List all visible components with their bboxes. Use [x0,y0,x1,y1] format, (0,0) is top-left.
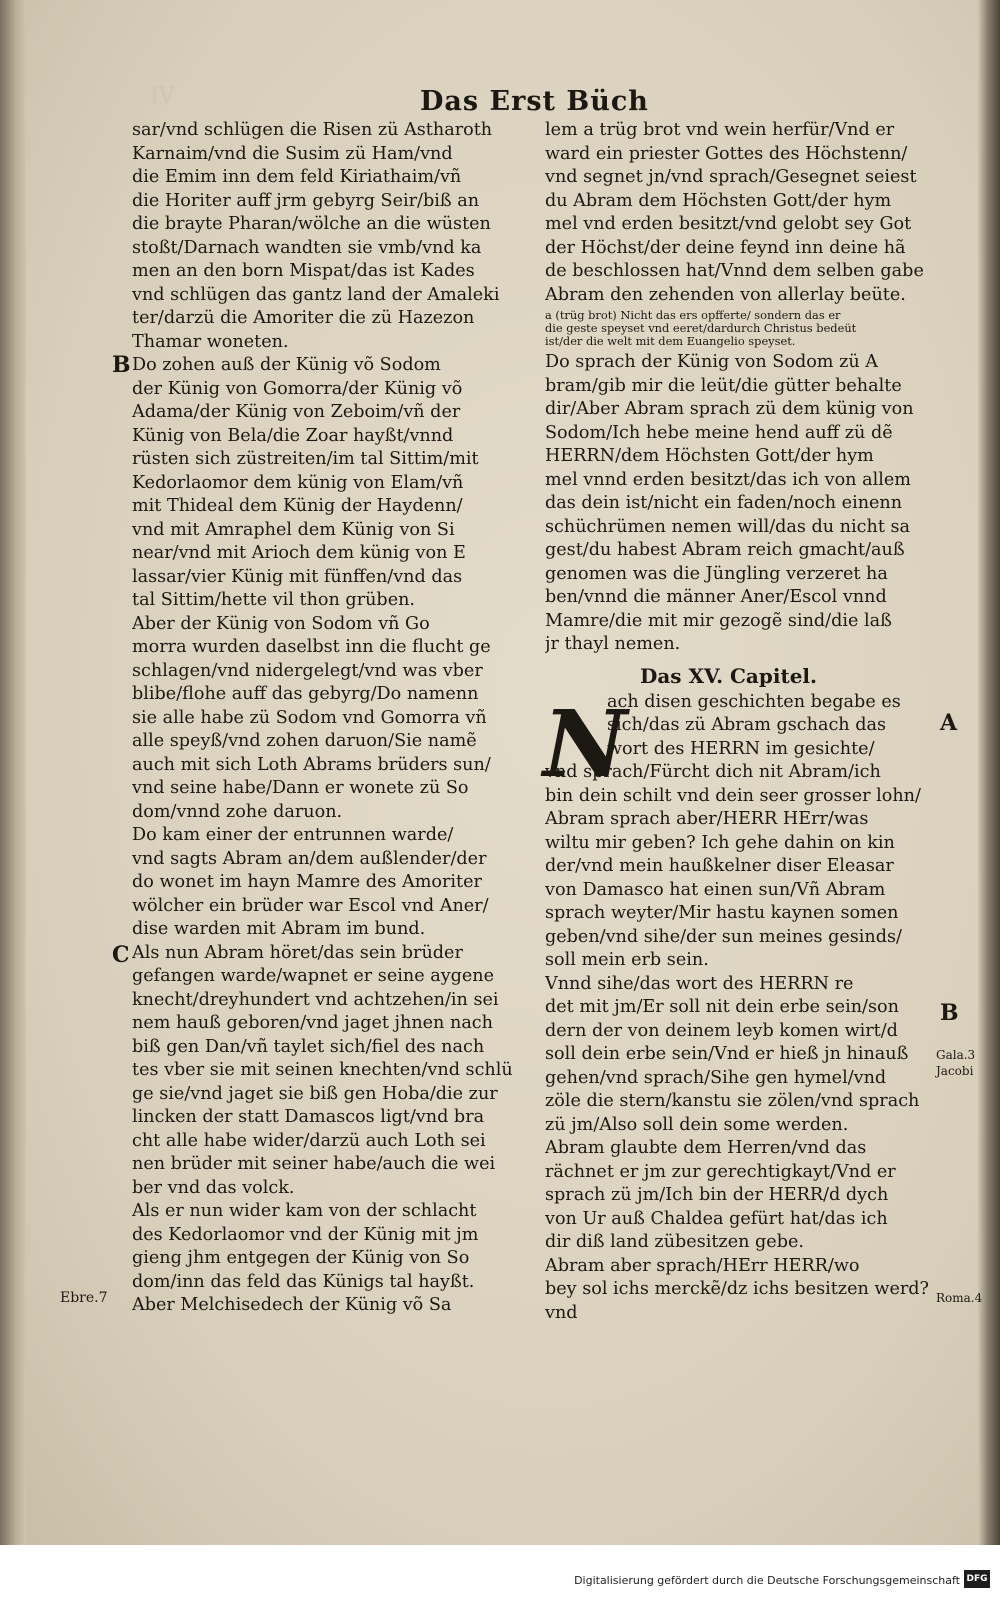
text-line: a (trüg brot) Nicht das ers opfferte/ sondern das er [545,309,841,322]
section-mark-b-right: B [940,1000,959,1026]
text-line: gehen/vnd sprach/Sihe gen hymel/vnd [545,1067,887,1088]
text-line: geben/vnd sihe/der sun meines gesinds/ [545,926,902,947]
text-line: der Höchst/der deine feynd inn deine hã [545,237,906,258]
book-spine [0,0,26,1545]
text-line: Mamre/die mit mir gezogẽ sind/die laß [545,610,892,631]
text-line: Abram den zehenden von allerlay beüte. [545,284,906,305]
text-line: wort des HERRN im gesichte/ [607,738,875,759]
text-line: Aber der Künig von Sodom vñ Go [132,613,430,634]
running-title: Das Erst Büch [420,86,649,117]
text-line: near/vnd mit Arioch dem künig von E [132,543,466,563]
text-line: die brayte Pharan/wölche an die wüsten [132,214,491,234]
text-line: bey sol ichs merckẽ/dz ichs besitzen werd? [545,1279,929,1299]
footer-credit: Digitalisierung gefördert durch die Deutsche Forschungsgemeinschaft [574,1574,960,1587]
dfg-logo: DFG [964,1570,990,1588]
left-text-column [132,119,527,1318]
text-line: nem hauß geboren/vnd jaget jhnen nach [132,1013,493,1033]
text-line: de beschlossen hat/Vnnd dem selben gabe [545,261,924,281]
text-line: vnd segnet jn/vnd sprach/Gesegnet seiest [545,167,917,187]
text-line: lassar/vier Künig mit fünffen/vnd das [132,566,463,587]
text-line: vnd seine habe/Dann er wonete zü So [132,778,469,798]
text-line: bram/gib mir die leüt/die gütter behalte [545,375,902,396]
text-line: sich/das zü Abram gschach das [607,715,887,735]
text-line: zöle die stern/kanstu sie zölen/vnd sprach [545,1091,920,1111]
text-line: wölcher ein brüder war Escol vnd Aner/ [132,895,489,916]
text-line: dom/inn das feld das Künigs tal hayßt. [132,1271,475,1292]
text-line: vnd sagts Abram an/dem außlender/der [132,848,487,869]
text-line: Sodom/Ich hebe meine hend auff zü dẽ [545,422,893,443]
text-line: Aber Melchisedech der Künig võ Sa [132,1295,452,1315]
text-line: von Damasco hat einen sun/Vñ Abram [545,879,886,900]
text-line: mel vnd erden besitzt/vnd gelobt sey Got [545,214,912,234]
right-column-top [545,119,945,307]
text-line: Künig von Bela/die Zoar hayßt/vnnd [132,425,454,446]
margin-note-gala: Gala.3 [936,1048,976,1062]
text-line: blibe/flohe auff das gebyrg/Do namenn [132,684,479,704]
text-line: vnd schlügen das gantz land der Amaleki [132,284,500,305]
text-line: schlagen/vnd nidergelegt/vnd was vber [132,660,483,681]
text-line: ber vnd das volck. [132,1177,295,1198]
text-line: zü jm/Also soll dein some werden. [545,1114,849,1135]
text-line: ach disen geschichten begabe es [607,691,901,712]
text-line: vnd sprach/Fürcht dich nit Abram/ich [545,762,881,782]
text-line: dir/Aber Abram sprach zü dem künig von [545,399,914,419]
decorated-initial: N [543,690,628,798]
text-line: gieng jhm entgegen der Künig von So [132,1248,470,1268]
section-mark-a-right: A [940,710,958,736]
text-line: knecht/dreyhundert vnd achtzehen/in sei [132,989,499,1010]
text-line: Als nun Abram höret/das sein brüder [132,942,463,963]
text-line: vnd [545,1302,578,1323]
text-line: alle speyß/vnd zohen daruon/Sie namẽ [132,731,477,751]
text-line: wiltu mir geben? Ich gehe dahin on kin [545,832,895,853]
text-line: die Horiter auff jrm gebyrg Seir/biß an [132,190,480,211]
text-line: sprach zü jm/Ich bin der HERR/d dych [545,1185,889,1205]
text-line: Adama/der Künig von Zeboim/vñ der [132,402,461,422]
section-mark-c-left: C [112,942,130,968]
section-mark-b-left: B [112,352,131,378]
text-line: dir diß land zübesitzen gebe. [545,1232,804,1252]
text-line: Kedorlaomor dem künig von Elam/vñ [132,472,464,493]
footer-bar [0,1545,1000,1597]
text-line: lincken der statt Damascos ligt/vnd bra [132,1107,485,1127]
page-fore-edge [978,0,1000,1545]
text-line: jr thayl nemen. [545,634,681,654]
text-line: Thamar woneten. [132,331,289,352]
text-line: mit Thideal dem Künig der Haydenn/ [132,496,463,516]
margin-note-jacobi: Jacobi [936,1064,974,1078]
text-line: genomen was die Jüngling verzeret ha [545,563,888,584]
text-line: tal Sittim/hette vil thon grüben. [132,590,416,610]
text-line: ge sie/vnd jaget sie biß gen Hoba/die zur [132,1083,498,1104]
text-line: soll dein erbe sein/Vnd er hieß jn hinauß [545,1044,909,1064]
text-line: dern der von deinem leyb komen wirt/d [545,1020,898,1041]
marginal-gloss [545,309,945,348]
text-line: stoßt/Darnach wandten sie vmb/vnd ka [132,237,482,258]
text-line: Do sprach der Künig von Sodom zü A [545,352,878,372]
text-line: die Emim inn dem feld Kiriathaim/vñ [132,167,462,187]
text-line: Do kam einer der entrunnen warde/ [132,825,454,845]
text-line: du Abram dem Höchsten Gott/der hym [545,190,892,211]
chapter-heading: Das XV. Capitel. [640,663,817,688]
text-line: nen brüder mit seiner habe/auch die wei [132,1154,496,1174]
text-line: ben/vnnd die männer Aner/Escol vnnd [545,587,887,607]
text-line: rüsten sich züstreiten/im tal Sittim/mit [132,449,479,469]
text-line: Karnaim/vnd die Susim zü Ham/vnd [132,143,453,164]
text-line: die geste speyset vnd eeret/dardurch Christus bedeüt [545,322,857,335]
text-line: gest/du habest Abram reich gmacht/auß [545,540,905,560]
text-line: ter/darzü die Amoriter die zü Hazezon [132,308,475,328]
text-line: HERRN/dem Höchsten Gott/der hym [545,446,874,466]
text-line: Abram sprach aber/HERR HErr/was [545,809,869,829]
text-line: vnd mit Amraphel dem Künig von Si [132,519,455,540]
text-line: det mit jm/Er soll nit dein erbe sein/son [545,997,899,1017]
folio-number: IV [150,84,175,109]
text-line: mel vnnd erden besitzt/das ich von allem [545,469,911,490]
text-line: schüchrümen nemen will/das du nicht sa [545,516,911,537]
text-line: ward ein priester Gottes des Höchstenn/ [545,143,908,164]
text-line: Als er nun wider kam von der schlacht [132,1201,477,1221]
text-line: morra wurden daselbst inn die flucht ge [132,637,491,657]
right-column-middle [545,351,945,657]
text-line: auch mit sich Loth Abrams brüders sun/ [132,754,491,775]
text-line: sar/vnd schlügen die Risen zü Astharoth [132,120,493,140]
text-line: Abram aber sprach/HErr HERR/wo [545,1255,860,1276]
text-line: gefangen warde/wapnet er seine aygene [132,966,495,986]
text-line: das dein ist/nicht ein faden/noch einenn [545,493,903,513]
text-line: Abram glaubte dem Herren/vnd das [545,1138,867,1158]
text-line: tes vber sie mit seinen knechten/vnd schlü [132,1060,513,1080]
margin-note-roma: Roma.4 [936,1291,983,1305]
text-line: sie alle habe zü Sodom vnd Gomorra vñ [132,707,487,728]
text-line: ist/der die welt mit dem Euangelio speyset. [545,335,796,348]
text-line: Vnnd sihe/das wort des HERRN re [545,973,854,994]
text-line: der Künig von Gomorra/der Künig võ [132,378,463,399]
text-line: dom/vnnd zohe daruon. [132,801,343,822]
text-line: sprach weyter/Mir hastu kaynen somen [545,903,899,923]
text-line: cht alle habe wider/darzü auch Loth sei [132,1130,486,1151]
text-line: des Kedorlaomor vnd der Künig mit jm [132,1224,479,1245]
text-line: biß gen Dan/vñ taylet sich/fiel des nach [132,1036,485,1057]
text-line: der/vnd mein haußkelner diser Eleasar [545,856,894,876]
text-line: rächnet er jm zur gerechtigkayt/Vnd er [545,1161,896,1182]
text-line: bin dein schilt vnd dein seer grosser lohn/ [545,785,921,806]
text-line: do wonet im hayn Mamre des Amoriter [132,872,482,892]
text-line: lem a trüg brot vnd wein herfür/Vnd er [545,120,895,140]
text-line: Do zohen auß der Künig võ Sodom [132,355,441,375]
margin-note-ebre: Ebre.7 [60,1290,108,1306]
text-line: soll mein erb sein. [545,950,709,970]
text-line: men an den born Mispat/das ist Kades [132,261,475,281]
text-line: von Ur auß Chaldea gefürt hat/das ich [545,1208,888,1229]
text-line: dise warden mit Abram im bund. [132,919,426,939]
